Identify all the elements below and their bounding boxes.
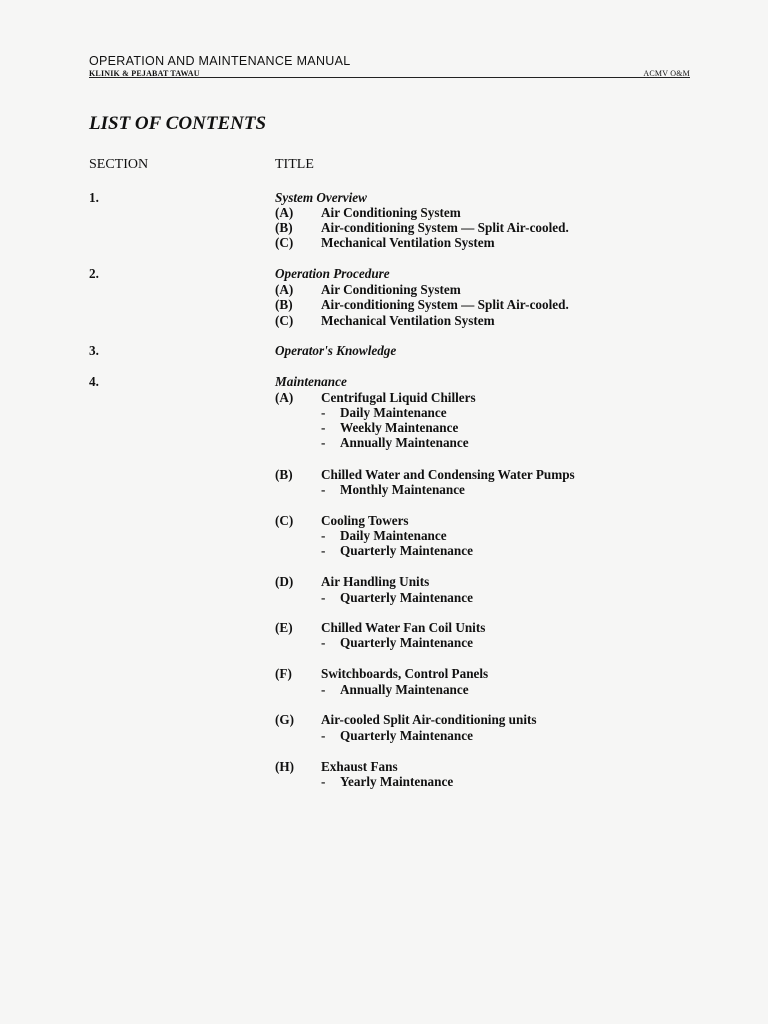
item-letter: (C) xyxy=(275,513,294,528)
sub-item-label: Quarterly Maintenance xyxy=(340,590,473,605)
section-number: 4. xyxy=(89,374,99,389)
item-label: Air Conditioning System xyxy=(321,205,461,220)
item-letter: (E) xyxy=(275,620,293,635)
item-label: Air-conditioning System — Split Air-cooled. xyxy=(321,220,569,235)
header-code: ACMV O&M xyxy=(643,69,690,78)
sub-item-label: Daily Maintenance xyxy=(340,405,447,420)
bullet-dash: - xyxy=(321,543,326,558)
sub-item-label: Daily Maintenance xyxy=(340,528,447,543)
section-title: Maintenance xyxy=(275,374,347,389)
bullet-dash: - xyxy=(321,405,326,420)
sub-item-label: Annually Maintenance xyxy=(340,682,469,697)
bullet-dash: - xyxy=(321,728,326,743)
bullet-dash: - xyxy=(321,682,326,697)
item-label: Centrifugal Liquid Chillers xyxy=(321,390,476,405)
item-letter: (D) xyxy=(275,574,294,589)
item-label: Mechanical Ventilation System xyxy=(321,235,495,250)
item-label: Air-conditioning System — Split Air-cooled. xyxy=(321,297,569,312)
header-rule xyxy=(89,77,690,78)
sub-item-label: Quarterly Maintenance xyxy=(340,635,473,650)
header-title: OPERATION AND MAINTENANCE MANUAL xyxy=(89,54,351,68)
page-title: LIST OF CONTENTS xyxy=(89,113,267,134)
bullet-dash: - xyxy=(321,590,326,605)
bullet-dash: - xyxy=(321,435,326,450)
bullet-dash: - xyxy=(321,482,326,497)
item-label: Chilled Water and Condensing Water Pumps xyxy=(321,467,575,482)
section-number: 2. xyxy=(89,266,99,281)
column-header-title: TITLE xyxy=(275,157,314,172)
item-letter: (A) xyxy=(275,205,294,220)
item-letter: (H) xyxy=(275,759,295,774)
item-label: Exhaust Fans xyxy=(321,759,398,774)
item-label: Air Handling Units xyxy=(321,574,430,589)
header-subtitle: KLINIK & PEJABAT TAWAU xyxy=(89,69,200,78)
sub-item-label: Monthly Maintenance xyxy=(340,482,465,497)
column-header-section: SECTION xyxy=(89,157,149,172)
item-label: Air Conditioning System xyxy=(321,282,461,297)
section-title: Operation Procedure xyxy=(275,266,390,281)
section-number: 1. xyxy=(89,190,99,205)
item-letter: (C) xyxy=(275,313,294,328)
sub-item-label: Quarterly Maintenance xyxy=(340,728,473,743)
item-letter: (A) xyxy=(275,390,294,405)
item-letter: (B) xyxy=(275,220,293,235)
item-letter: (C) xyxy=(275,235,294,250)
item-letter: (B) xyxy=(275,467,293,482)
sub-item-label: Quarterly Maintenance xyxy=(340,543,473,558)
section-title: Operator's Knowledge xyxy=(275,343,397,358)
bullet-dash: - xyxy=(321,774,326,789)
section-title: System Overview xyxy=(275,190,367,205)
bullet-dash: - xyxy=(321,420,326,435)
sub-item-label: Weekly Maintenance xyxy=(340,420,459,435)
section-number: 3. xyxy=(89,343,99,358)
item-label: Cooling Towers xyxy=(321,513,409,528)
item-label: Air-cooled Split Air-conditioning units xyxy=(321,712,537,727)
item-letter: (B) xyxy=(275,297,293,312)
item-label: Chilled Water Fan Coil Units xyxy=(321,620,486,635)
item-label: Mechanical Ventilation System xyxy=(321,313,495,328)
sub-item-label: Annually Maintenance xyxy=(340,435,469,450)
item-label: Switchboards, Control Panels xyxy=(321,666,489,681)
item-letter: (G) xyxy=(275,712,295,727)
item-letter: (A) xyxy=(275,282,294,297)
bullet-dash: - xyxy=(321,528,326,543)
item-letter: (F) xyxy=(275,666,292,681)
bullet-dash: - xyxy=(321,635,326,650)
sub-item-label: Yearly Maintenance xyxy=(340,774,454,789)
